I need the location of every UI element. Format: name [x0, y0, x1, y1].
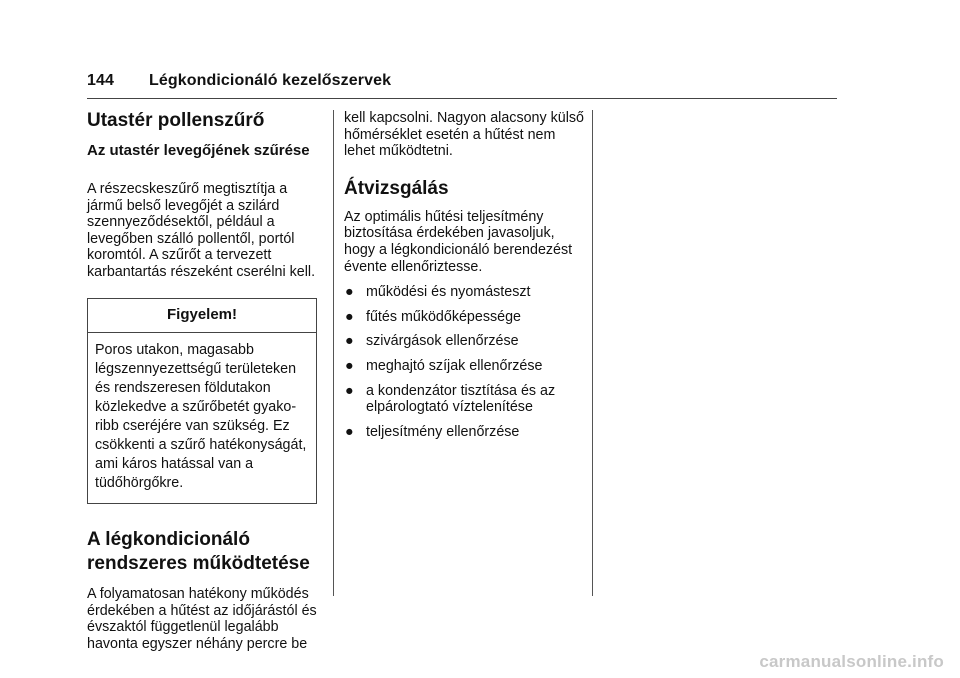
- notice-box: [87, 298, 317, 505]
- bullet-icon: ●: [345, 357, 354, 374]
- column-divider-2: [592, 110, 593, 596]
- watermark: carmanualsonline.info: [759, 652, 944, 671]
- inspection-list: [344, 284, 584, 440]
- column-middle: [344, 110, 584, 448]
- list-item: ● meghajtó szíjak ellenőrzése: [345, 357, 543, 374]
- notice-body: Poros utakon, magasabb légszennyezettségű területeken és rendszeresen földutakon közlekedve a szűrőbetét gyakoribb cseréjére van szükség. Ez csökkenti a szűrő hatékonyságát, ami káros hatással van a tüdőhörgőkre.: [95, 342, 307, 492]
- bullet-icon: ●: [345, 284, 354, 301]
- filter-paragraph: A részecskeszűrő megtisztítja a jármű belső levegőjét a szilárd szennyeződésektől, például a levegőben szálló pollentől, portól koromtól. A szűrőt a tervezett karbantartás részeként cserélni kell.: [87, 181, 316, 280]
- page-number: 144: [87, 72, 114, 89]
- section-title-pollen-filter: Utastér pollenszűrő: [87, 110, 265, 131]
- chapter-title: Légkondicionáló kezelőszervek: [149, 72, 392, 89]
- list-item: ● működési és nyomásteszt: [345, 284, 531, 301]
- list-item: ● szivárgások ellenőrzése: [345, 333, 519, 350]
- continuation-paragraph: kell kapcsolni. Nagyon alacsony külső hőmérséklet esetén a hűtést nem lehet működtetni.: [344, 110, 584, 160]
- section-title-regular-operation: A légkondicionáló rendszeres működtetése: [87, 529, 310, 575]
- page-header: [87, 72, 391, 90]
- inspection-intro: Az optimális hűtési teljesítmény biztosítása érdekében javasoljuk, hogy a légkondicionáló berendezést évente ellenőriztesse.: [344, 208, 573, 275]
- bullet-icon: ●: [345, 382, 354, 399]
- notice-title: Figyelem!: [88, 299, 316, 334]
- header-rule: [87, 98, 837, 99]
- regular-operation-paragraph: A folyamatosan hatékony működés érdekében a hűtést az időjárástól és évszaktól függetlenül legalább havonta egyszer néhány percre be: [87, 586, 317, 652]
- column-divider-1: [333, 110, 334, 596]
- column-left: [87, 110, 323, 653]
- subsection-title-air-filtering: Az utastér levegőjének szűrése: [87, 142, 310, 159]
- bullet-icon: ●: [345, 308, 354, 325]
- bullet-icon: ●: [345, 423, 354, 440]
- list-item: ● a kondenzátor tisztítása és az elpárologtató víztelenítése: [345, 382, 556, 416]
- list-item: ● teljesítmény ellenőrzése: [345, 423, 520, 440]
- section-title-inspection: Átvizsgálás: [344, 177, 449, 199]
- list-item: ● fűtés működőképessége: [345, 308, 521, 325]
- bullet-icon: ●: [345, 333, 354, 350]
